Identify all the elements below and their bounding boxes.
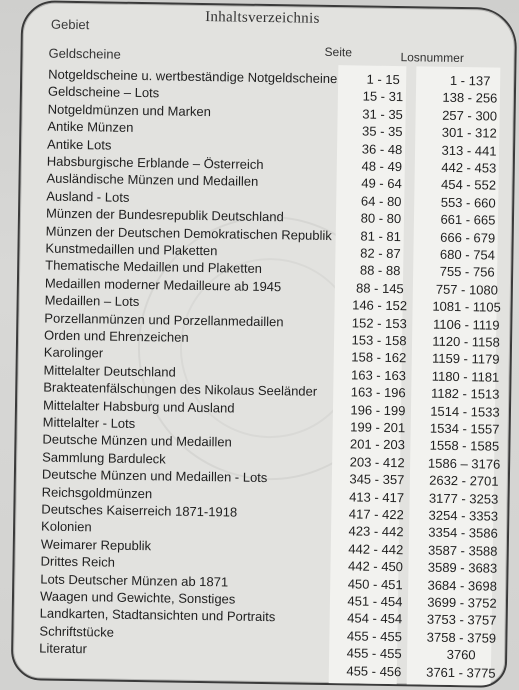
toc-row-lot-numbers: 454 - 552	[440, 177, 497, 194]
toc-row-title: Sammlung Barduleck	[42, 449, 166, 467]
toc-row-title: Deutsches Kaiserreich 1871-1918	[41, 501, 238, 520]
toc-row-title: Notgeldscheine u. wertbeständige Notgeldscheine	[48, 66, 338, 87]
toc-row-lot-numbers: 3761 - 3775	[426, 664, 496, 681]
toc-row-lot-numbers: 3699 - 3752	[427, 594, 497, 611]
toc-row-pages: 152 - 153	[351, 314, 407, 331]
toc-row-pages: 88 - 88	[359, 262, 401, 279]
toc-row-title: Deutsche Münzen und Medaillen - Lots	[41, 466, 268, 486]
toc-row-pages: 442 - 442	[348, 541, 404, 558]
toc-row-title: Antike Münzen	[47, 118, 134, 136]
toc-row-pages: 201 - 203	[349, 436, 406, 453]
toc-row-pages: 455 - 455	[346, 628, 403, 644]
toc-row-lot-numbers: 1182 - 1513	[430, 385, 500, 402]
toc-row-lot-numbers: 755 - 756	[439, 264, 495, 281]
toc-row-lot-numbers: 1180 - 1181	[431, 368, 500, 385]
toc-row-pages: 413 - 417	[349, 488, 405, 505]
toc-row-pages: 80 - 80	[360, 210, 402, 227]
toc-row-lot-numbers: 3760	[446, 647, 476, 663]
toc-row-title: Medaillen – Lots	[44, 292, 140, 310]
toc-row-pages: 35 - 35	[361, 123, 403, 140]
toc-row-title: Drittes Reich	[40, 553, 116, 570]
toc-row-title: Mittelalter - Lots	[42, 414, 136, 431]
toc-row-pages: 423 - 442	[348, 523, 404, 540]
toc-rows	[13, 2, 516, 686]
toc-row-pages: 163 - 196	[350, 384, 406, 401]
toc-row-lot-numbers: 1120 - 1158	[432, 333, 500, 350]
toc-row-pages: 81 - 81	[360, 228, 402, 244]
toc-row-lot-numbers: 1159 - 1179	[431, 351, 500, 368]
toc-row-pages: 163 - 163	[350, 367, 407, 384]
toc-row-pages: 146 - 152	[352, 297, 408, 314]
toc-row-title: Lots Deutscher Münzen ab 1871	[40, 571, 229, 590]
toc-row-lot-numbers: 1586 – 3176	[427, 455, 501, 472]
toc-row-title: Kolonien	[40, 518, 92, 535]
toc-row-title: Medaillen moderner Medailleure ab 1945	[44, 275, 282, 295]
toc-row-pages: 49 - 64	[361, 175, 402, 192]
toc-row-pages: 1 - 15	[366, 71, 400, 88]
toc-row-pages: 158 - 162	[351, 349, 407, 366]
toc-row-lot-numbers: 757 - 1080	[435, 281, 499, 298]
toc-row-title: Notgeldmünzen und Marken	[47, 101, 212, 119]
toc-row-lot-numbers: 1534 - 1557	[429, 420, 500, 437]
toc-row-pages: 153 - 158	[351, 332, 407, 349]
toc-row-lot-numbers: 138 - 256	[442, 90, 498, 107]
toc-row-lot-numbers: 257 - 300	[442, 107, 498, 124]
toc-row-lot-numbers: 680 - 754	[439, 246, 496, 263]
toc-row-pages: 15 - 31	[362, 88, 404, 105]
toc-row-pages: 417 - 422	[348, 506, 404, 523]
toc-row-lot-numbers: 3177 - 3253	[428, 490, 499, 507]
gebiet-header: Gebiet	[50, 16, 90, 33]
toc-row-lot-numbers: 3587 - 3588	[427, 542, 498, 559]
toc-row-pages: 31 - 35	[362, 106, 403, 122]
toc-row-title: Münzen der Bundesrepublik Deutschland	[45, 205, 284, 225]
toc-row-pages: 442 - 450	[347, 558, 404, 575]
section-heading: Geldscheine	[48, 45, 121, 62]
toc-row-title: Thematische Medaillen und Plaketten	[45, 257, 263, 277]
toc-row-lot-numbers: 661 - 665	[440, 211, 496, 228]
toc-row-pages: 450 - 451	[347, 575, 403, 592]
toc-row-lot-numbers: 3354 - 3586	[428, 524, 498, 542]
toc-row-pages: 88 - 145	[355, 280, 404, 296]
toc-row-pages: 451 - 454	[347, 593, 403, 610]
toc-row-pages: 455 - 456	[346, 662, 402, 679]
seite-header: Seite	[324, 44, 353, 60]
toc-row-pages: 64 - 80	[360, 193, 402, 209]
toc-row-title: Münzen der Deutschen Demokratischen Republik	[45, 223, 332, 243]
toc-row-title: Ausland - Lots	[46, 188, 130, 205]
toc-row-lot-numbers: 3254 - 3353	[428, 507, 499, 524]
toc-row-lot-numbers: 442 - 453	[441, 159, 497, 176]
losnummer-header: Losnummer	[400, 50, 464, 66]
toc-row-lot-numbers: 553 - 660	[440, 194, 496, 211]
toc-row-lot-numbers: 3589 - 3683	[427, 559, 498, 576]
toc-row-title: Kunstmedaillen und Plaketten	[45, 240, 218, 259]
toc-row-title: Porzellanmünzen und Porzellanmedaillen	[44, 310, 284, 329]
toc-row-title: Antike Lots	[47, 136, 112, 153]
toc-row-pages: 82 - 87	[360, 245, 401, 262]
toc-row-lot-numbers: 1 - 137	[449, 72, 491, 89]
toc-row-lot-numbers: 666 - 679	[440, 229, 496, 246]
toc-row-title: Habsburgische Erblande – Österreich	[46, 153, 264, 172]
toc-row-title: Literatur	[39, 640, 88, 657]
toc-row-title: Weimarer Republik	[40, 536, 152, 554]
toc-row-pages: 455 - 455	[346, 645, 402, 662]
toc-row-lot-numbers: 3684 - 3698	[427, 577, 498, 594]
toc-row-pages: 345 - 357	[349, 471, 405, 488]
page-title: Inhaltsverzeichnis	[205, 9, 320, 27]
toc-row-pages: 48 - 49	[361, 158, 403, 175]
toc-row-title: Reichsgoldmünzen	[41, 484, 153, 501]
toc-row-lot-numbers: 1106 - 1119	[432, 316, 500, 333]
toc-row-lot-numbers: 3753 - 3757	[426, 611, 497, 629]
toc-row-lot-numbers: 313 - 441	[441, 142, 497, 159]
toc-row-lot-numbers: 1514 - 1533	[430, 403, 500, 420]
toc-row-lot-numbers: 2632 - 2701	[429, 472, 499, 489]
toc-row-title: Mittelalter Deutschland	[43, 362, 176, 380]
toc-row-pages: 36 - 48	[361, 141, 403, 157]
toc-row-lot-numbers: 3758 - 3759	[426, 629, 497, 646]
toc-row-title: Mittelalter Habsburg und Ausland	[42, 397, 235, 416]
toc-row-lot-numbers: 301 - 312	[441, 124, 497, 141]
toc-row-pages: 196 - 199	[350, 401, 406, 418]
table-of-contents-page	[11, 0, 518, 688]
toc-row-lot-numbers: 1558 - 1585	[429, 438, 500, 455]
toc-row-lot-numbers: 1081 - 1105	[432, 298, 501, 315]
toc-row-title: Karolinger	[43, 344, 104, 361]
toc-row-title: Deutsche Münzen und Medaillen	[42, 431, 232, 450]
toc-row-title: Ausländische Münzen und Medaillen	[46, 170, 259, 190]
toc-row-pages: 199 - 201	[350, 419, 406, 436]
toc-row-title: Waagen und Gewichte, Sonstiges	[39, 588, 236, 607]
toc-row-pages: 203 - 412	[349, 454, 405, 471]
toc-row-title: Brakteatenfälschungen des Nikolaus Seeländer	[43, 379, 318, 400]
toc-row-title: Geldscheine – Lots	[47, 83, 160, 101]
toc-row-title: Landkarten, Stadtansichten und Portraits	[39, 605, 276, 625]
toc-row-pages: 454 - 454	[347, 610, 403, 627]
toc-row-title: Orden und Ehrenzeichen	[43, 327, 189, 345]
toc-row-title: Schriftstücke	[39, 623, 114, 640]
